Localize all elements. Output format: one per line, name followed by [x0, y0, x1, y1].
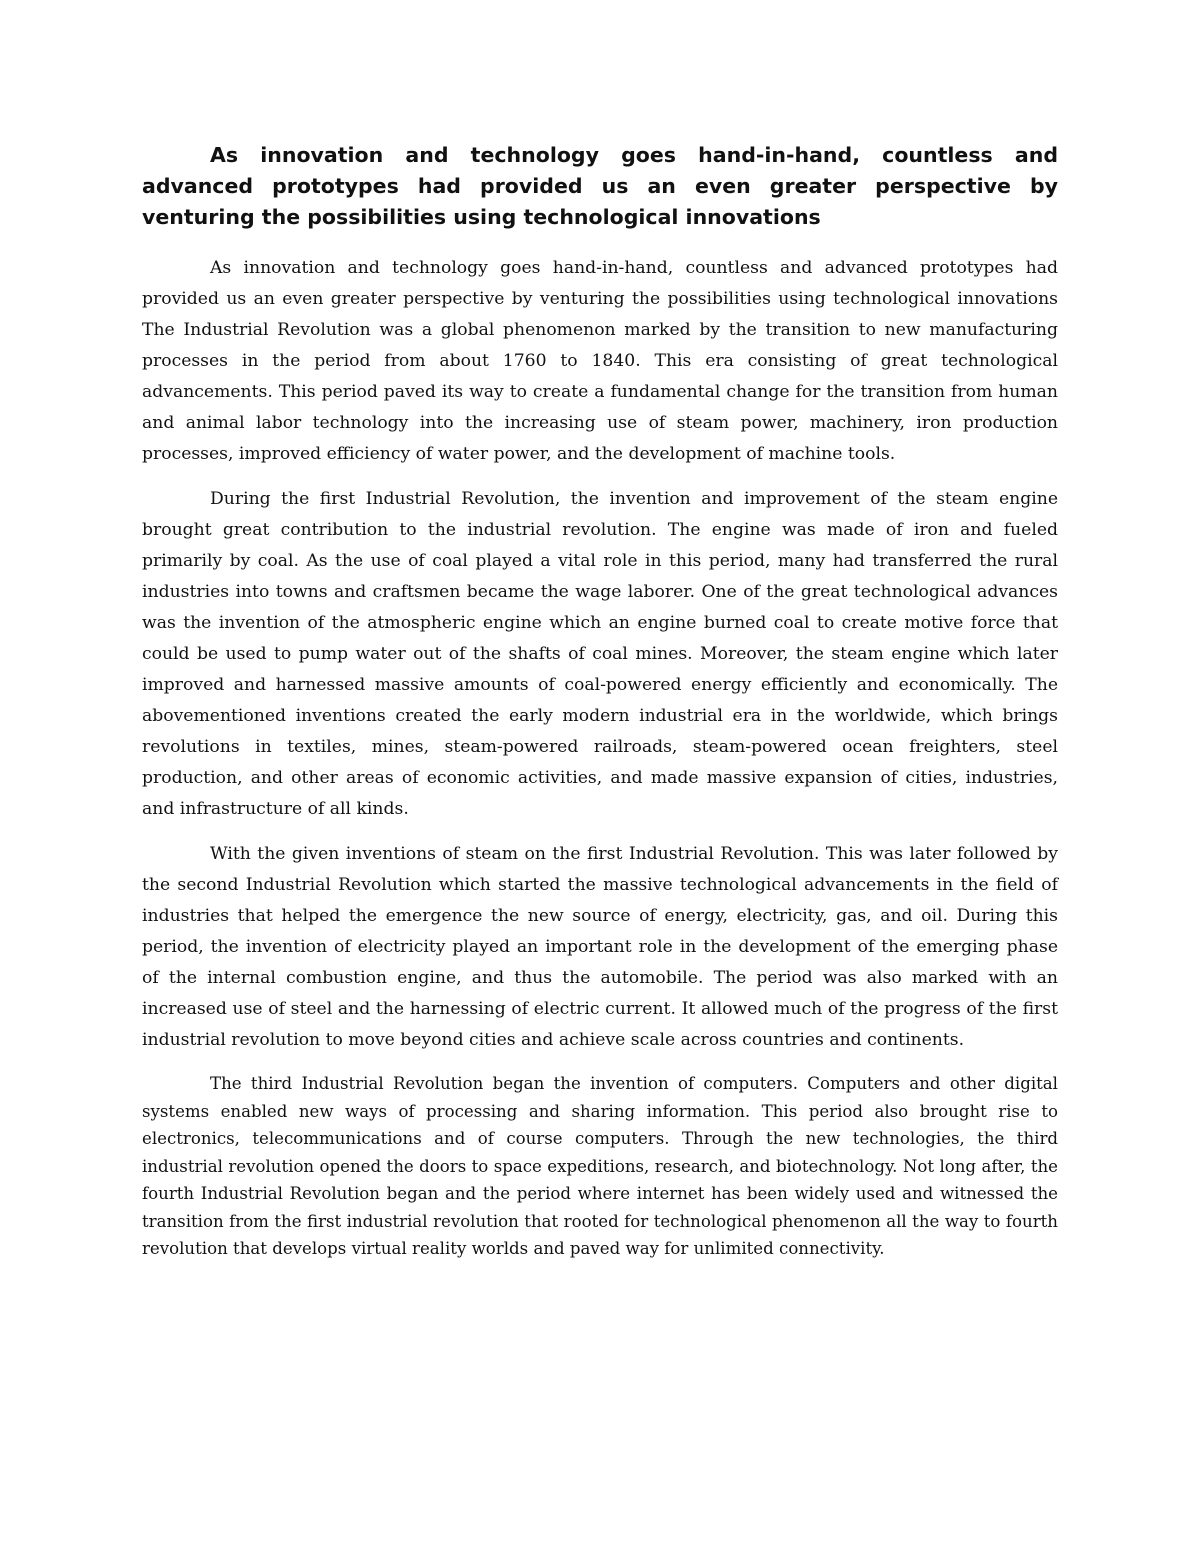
paragraph-introduction: As innovation and technology goes hand-in-hand, countless and advanced prototypes had provided us an even greater perspective by venturing the possibilities using technological innovations The Industrial Revolution was a global phenomenon marked by the transition to new manufacturing processes in the period from about 1760 to 1840. This era consisting of great technological advancements. This period paved its way to create a fundamental change for the transition from human and animal labor technology into the increasing use of steam power, machinery, iron production processes, improved efficiency of water power, and the development of machine tools. — [142, 258, 1058, 464]
document-title: As innovation and technology goes hand-in-hand, countless and advanced prototypes had provided us an even greater perspective by venturing the possibilities using technological innovations — [142, 143, 1058, 229]
paragraph-first-revolution: During the first Industrial Revolution, the invention and improvement of the steam engine brought great contribution to the industrial revolution. The engine was made of iron and fueled primarily by coal. As the use of coal played a vital role in this period, many had transferred the rural industries into towns and craftsmen became the wage laborer. One of the great technological advances was the invention of the atmospheric engine which an engine burned coal to create motive force that could be used to pump water out of the shafts of coal mines. Moreover, the steam engine which later improved and harnessed massive amounts of coal-powered energy efficiently and economically. The abovementioned inventions created the early modern industrial era in the worldwide, which brings revolutions in textiles, mines, steam-powered railroads, steam-powered ocean freighters, steel production, and other areas of economic activities, and made massive expansion of cities, industries, and infrastructure of all kinds. — [142, 489, 1058, 819]
paragraph-second-revolution: With the given inventions of steam on the first Industrial Revolution. This was later followed by the second Industrial Revolution which started the massive technological advancements in the field of industries that helped the emergence the new source of energy, electricity, gas, and oil. During this period, the invention of electricity played an important role in the development of the emerging phase of the internal combustion engine, and thus the automobile. The period was also marked with an increased use of steel and the harnessing of electric current. It allowed much of the progress of the first industrial revolution to move beyond cities and achieve scale across countries and continents. — [142, 844, 1058, 1050]
document-body — [142, 140, 1058, 1277]
paragraph-third-fourth-revolution: The third Industrial Revolution began the invention of computers. Computers and other digital systems enabled new ways of processing and sharing information. This period also brought rise to electronics, telecommunications and of course computers. Through the new technologies, the third industrial revolution opened the doors to space expeditions, research, and biotechnology. Not long after, the fourth Industrial Revolution began and the period where internet has been widely used and witnessed the transition from the first industrial revolution that rooted for technological phenomenon all the way to fourth revolution that develops virtual reality worlds and paved way for unlimited connectivity. — [142, 1074, 1058, 1258]
